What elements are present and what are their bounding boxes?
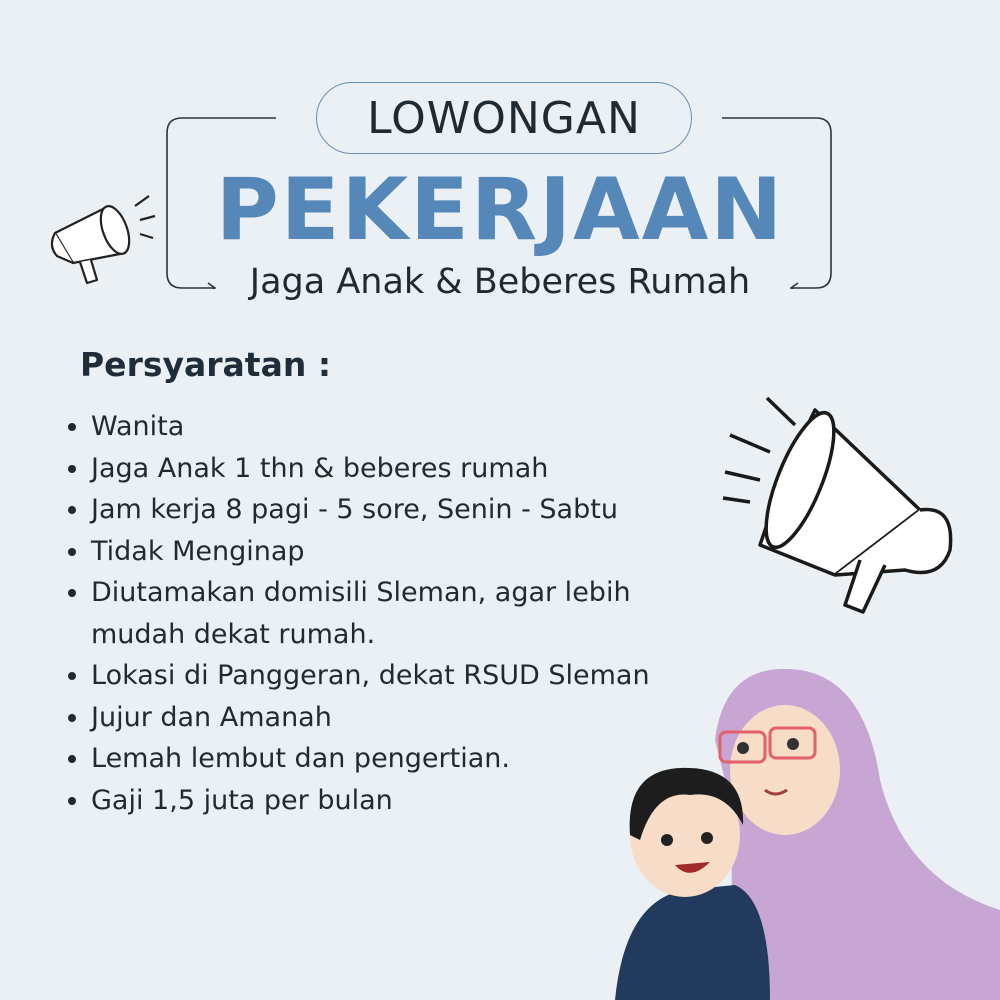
- requirements-list: [68, 406, 718, 821]
- badge-text: LOWONGAN: [367, 92, 641, 144]
- list-item: Tidak Menginap: [68, 531, 718, 573]
- list-item: Diutamakan domisili Sleman, agar lebih mudah dekat rumah.: [68, 572, 701, 655]
- list-item: Jujur dan Amanah: [68, 697, 718, 739]
- list-item: Jaga Anak 1 thn & beberes rumah: [68, 448, 718, 490]
- list-item: Wanita: [68, 406, 718, 448]
- list-item: Lemah lembut dan pengertian.: [68, 738, 718, 780]
- megaphone-icon: [45, 188, 160, 293]
- requirements-heading: Persyaratan :: [80, 345, 332, 384]
- page-title: PEKERJAAN: [215, 160, 785, 260]
- list-item: Lokasi di Panggeran, dekat RSUD Sleman: [68, 655, 718, 697]
- lowongan-badge: [316, 82, 692, 154]
- list-item: Gaji 1,5 juta per bulan: [68, 780, 718, 822]
- list-item: Jam kerja 8 pagi - 5 sore, Senin - Sabtu: [68, 489, 718, 531]
- subtitle: Jaga Anak & Beberes Rumah: [249, 262, 751, 302]
- megaphone-icon: [715, 390, 965, 625]
